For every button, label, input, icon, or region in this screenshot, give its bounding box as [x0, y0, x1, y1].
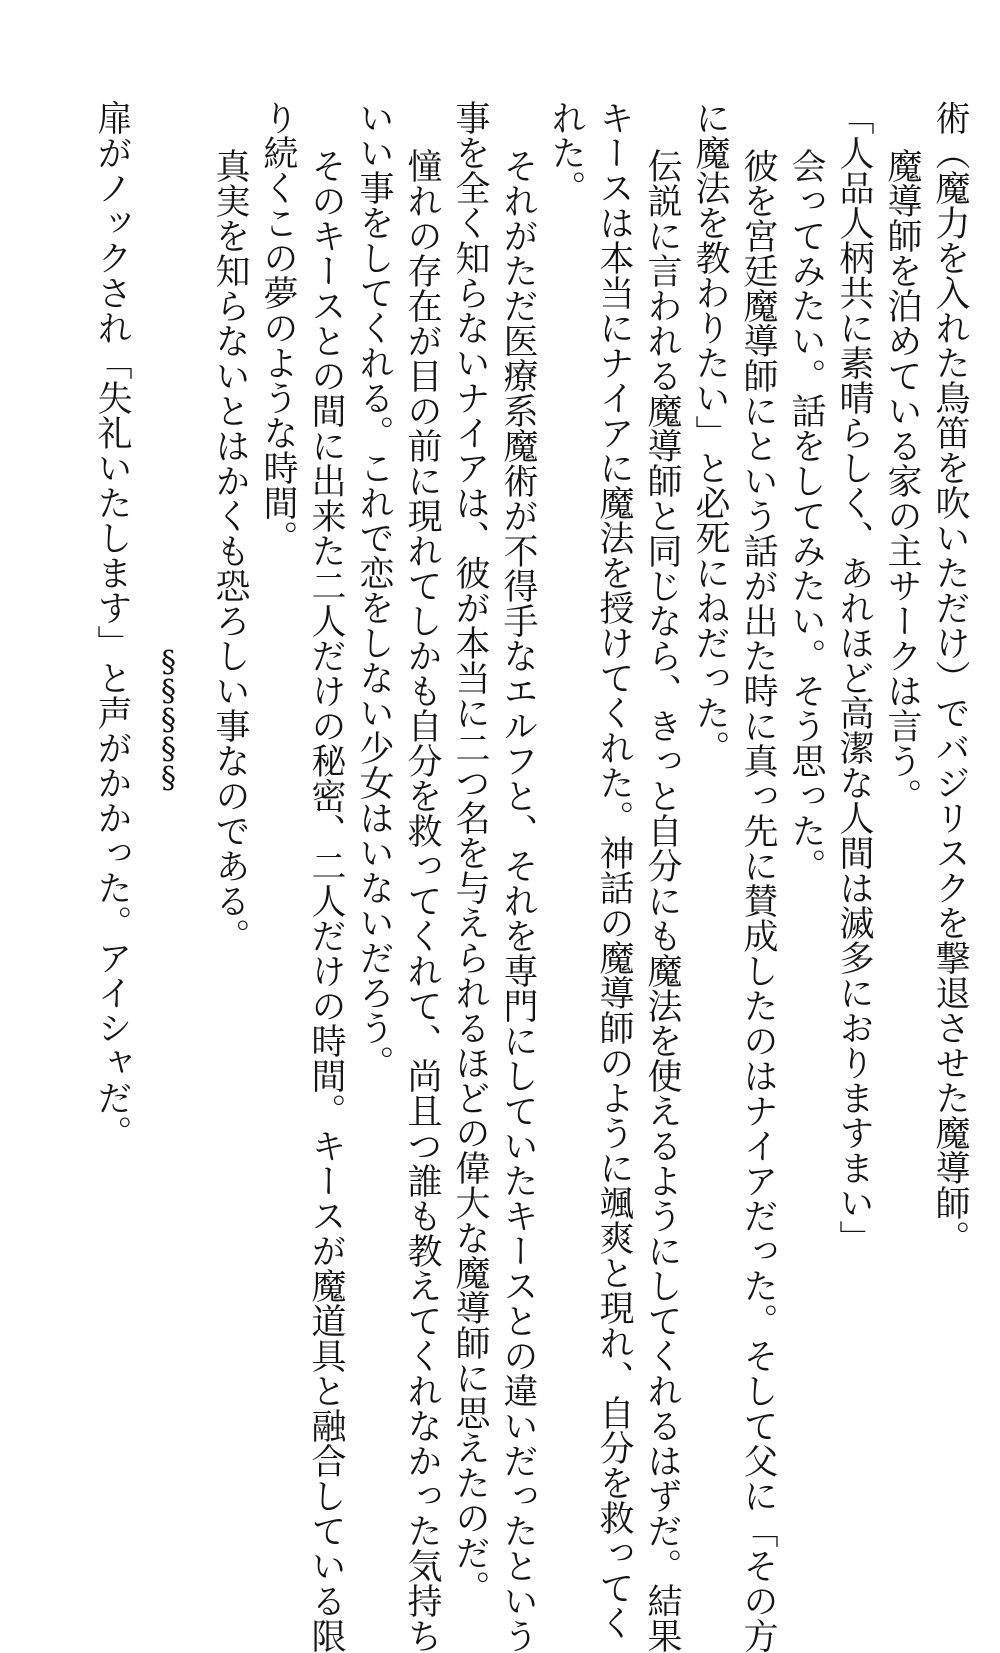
text-column: それがただ医療系魔術が不得手なエルフと、それを専門にしていたキースとの違いだったという: [498, 148, 538, 1653]
text-column: 「人品人柄共に素晴らしく、あれほど高潔な人間は滅多におりますまい」: [834, 100, 874, 1255]
text-column: 事を全く知らないナイアは、彼が本当に二つ名を与えられるほどの偉大な魔導師に思えたのだ。: [450, 100, 490, 1605]
text-column: れた。: [546, 100, 586, 205]
section-break-mark: §§§§§: [151, 645, 186, 790]
text-column: 魔導師を泊めている家の主サークは言う。: [882, 148, 922, 813]
text-column: 会ってみたい。話をしてみたい。そう思った。: [786, 148, 826, 883]
text-column: に魔法を教わりたい」と必死にねだった。: [690, 100, 730, 765]
text-column: り続くこの夢のような時間。: [258, 100, 298, 555]
text-column: 彼を宮廷魔導師にという話が出た時に真っ先に賛成したのはナイアだった。そして父に「その方: [738, 148, 778, 1653]
text-column: 真実を知らないとはかくも恐ろしい事なのである。: [210, 148, 250, 953]
text-column: 術（魔力を入れた鳥笛を吹いただけ）でバジリスクを撃退させた魔導師。: [930, 100, 970, 1255]
text-column: キースは本当にナイアに魔法を授けてくれた。神話の魔導師のように颯爽と現れ、自分を救ってく: [594, 100, 634, 1640]
text-column: 扉がノックされ「失礼いたします」と声がかかった。アイシャだ。: [92, 100, 132, 1150]
text-column: そのキースとの間に出来た二人だけの秘密、二人だけの時間。キースが魔道具と融合している限: [306, 148, 346, 1653]
text-column: 憧れの存在が目の前に現れてしかも自分を救ってくれて、尚且つ誰も教えてくれなかった気持ち: [402, 148, 442, 1653]
text-column: いい事をしてくれる。これで恋をしない少女はいないだろう。: [354, 100, 394, 1080]
text-column: 伝説に言われる魔導師と同じなら、きっと自分にも魔法を使えるようにしてくれるはずだ。結果: [642, 148, 682, 1653]
